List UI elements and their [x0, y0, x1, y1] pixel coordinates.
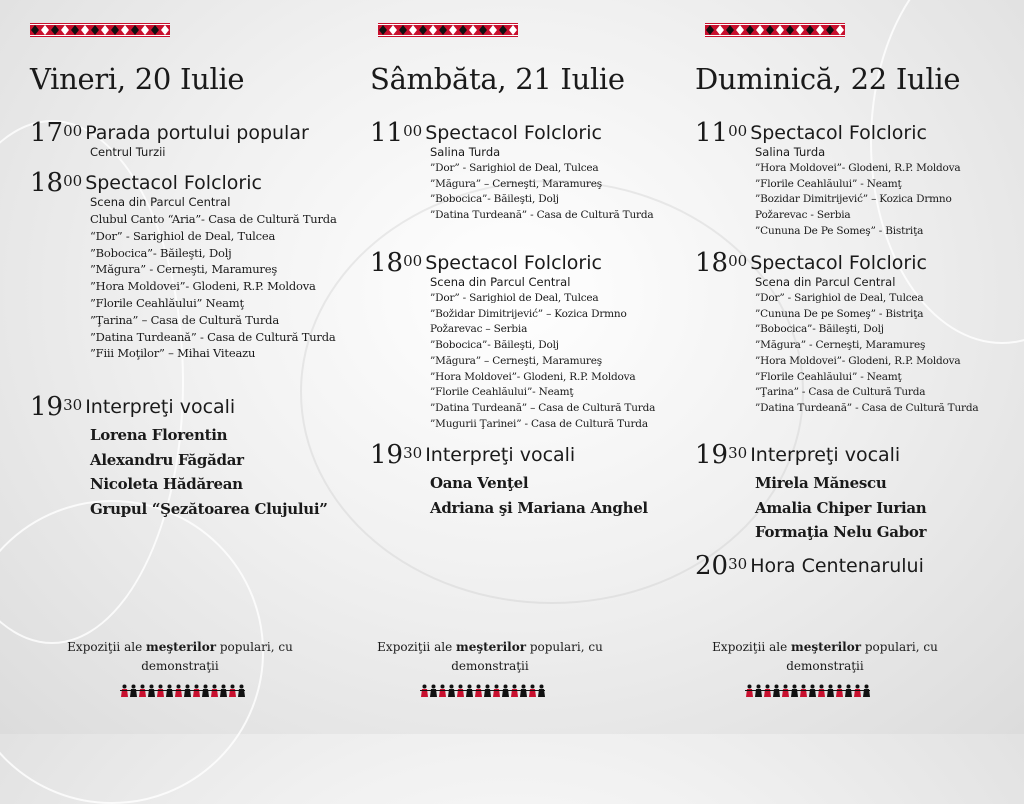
dancer-arms	[826, 690, 836, 691]
dancer-figure	[537, 685, 545, 698]
dancer-figure	[510, 685, 520, 698]
dancer-head	[540, 685, 544, 689]
event-location: Scena din Parcul Central	[430, 275, 571, 289]
performer-list	[755, 291, 1024, 417]
dancers-row-icon	[120, 684, 245, 700]
performer-list	[430, 291, 700, 432]
list-item: ”Datina Turdeană” - Casa de Cultură Turda	[90, 329, 336, 344]
dancer-head	[468, 685, 472, 689]
dancer-arms	[120, 690, 130, 691]
dancer-figure	[799, 685, 809, 698]
dancer-figure	[817, 685, 827, 698]
list-item: ”Măgura” – Cerneşti, Maramureş	[430, 354, 602, 367]
band-stripe	[30, 35, 170, 36]
event-title: Spectacol Folcloric	[425, 252, 602, 274]
dancer-head	[495, 685, 499, 689]
dancer-head	[450, 685, 454, 689]
dancer-figure	[844, 685, 854, 698]
dancer-head	[513, 685, 517, 689]
dancer-figure	[156, 685, 166, 698]
event-time: $18^{00}$	[30, 168, 83, 198]
vocalist: Adriana şi Mariana Anghel	[430, 498, 648, 517]
dancer-figure	[219, 685, 229, 698]
list-item: ”Mugurii Ţarinei” - Casa de Cultură Turda	[430, 417, 648, 430]
event-location: Salina Turda	[755, 145, 826, 159]
dancers-row-icon	[745, 684, 870, 700]
dancer-arms	[219, 690, 229, 691]
performer-list	[90, 211, 360, 362]
dancer-arms	[183, 690, 193, 691]
dancer-head	[477, 685, 481, 689]
dancer-arms	[862, 690, 870, 691]
event-time: $19^{30}$	[370, 440, 423, 470]
dancer-arms	[192, 690, 202, 691]
list-item: ”Cununa De Pe Someş” - Bistriţa	[755, 224, 924, 237]
dancer-figure	[165, 685, 175, 698]
dancer-head	[204, 685, 208, 689]
band-stripe	[378, 24, 518, 25]
dancer-head	[423, 685, 427, 689]
dancer-figure	[138, 685, 148, 698]
list-item: ”Božidar Dimitrijević” – Kozica Drmno	[430, 307, 627, 320]
dancer-head	[504, 685, 508, 689]
dancer-figure	[754, 685, 764, 698]
dancer-arms	[474, 690, 484, 691]
list-item: ”Bobocica”- Băileşti, Dolj	[430, 339, 559, 352]
list-item: ”Florile Ceahlăului” Neamţ	[90, 295, 244, 310]
dancer-arms	[799, 690, 809, 691]
dancer-arms	[147, 690, 157, 691]
dancer-head	[829, 685, 833, 689]
dancer-figure	[519, 685, 529, 698]
dancer-head	[432, 685, 436, 689]
dancer-head	[811, 685, 815, 689]
vocalist: Grupul “Şezătoarea Clujului”	[90, 499, 328, 518]
vocalist-list	[90, 423, 360, 521]
day-heading: Sâmbăta, 21 Iulie	[370, 62, 625, 96]
dancer-arms	[817, 690, 827, 691]
dancer-head	[748, 685, 752, 689]
dancer-head	[820, 685, 824, 689]
dancer-figure	[781, 685, 791, 698]
event-location: Scena din Parcul Central	[90, 195, 231, 209]
dancer-figure	[174, 685, 184, 698]
dancer-head	[775, 685, 779, 689]
dancer-head	[856, 685, 860, 689]
dancer-figure	[429, 685, 439, 698]
list-item: ”Datina Turdeană” - Casa de Cultură Turda	[430, 209, 654, 222]
dancer-figure	[237, 685, 245, 698]
event-title: Hora Centenarului	[750, 555, 924, 577]
list-item: Požarevac – Serbia	[430, 323, 528, 336]
performer-list	[430, 161, 700, 224]
dancer-arms	[790, 690, 800, 691]
event-time: $18^{00}$	[695, 248, 748, 278]
dancer-arms	[501, 690, 511, 691]
vocalist-list	[430, 471, 700, 520]
dancer-arms	[429, 690, 439, 691]
dancer-arms	[438, 690, 448, 691]
dancer-head	[784, 685, 788, 689]
dancer-arms	[781, 690, 791, 691]
dancer-arms	[201, 690, 211, 691]
event-location: Scena din Parcul Central	[755, 275, 896, 289]
vocalist: Nicoleta Hădărean	[90, 475, 243, 493]
event-title: Spectacol Folcloric	[425, 122, 602, 144]
dancer-head	[213, 685, 217, 689]
event	[695, 120, 1024, 240]
dancer-arms	[853, 690, 863, 691]
dancer-head	[168, 685, 172, 689]
folk-embroidery-band-icon	[378, 23, 518, 37]
list-item: ”Hora Moldovei”- Glodeni, R.P. Moldova	[430, 370, 636, 383]
event	[30, 394, 360, 521]
dancer-figure	[772, 685, 782, 698]
performer-list	[755, 161, 1024, 240]
dancer-arms	[528, 690, 538, 691]
dancer-head	[186, 685, 190, 689]
event-time: $18^{00}$	[370, 248, 423, 278]
column-friday	[30, 0, 350, 734]
dancer-figure	[745, 685, 755, 698]
dancer-figure	[201, 685, 211, 698]
event	[370, 250, 700, 432]
list-item: ”Cununa De pe Someş” - Bistriţa	[755, 307, 924, 320]
dancer-arms	[129, 690, 139, 691]
dancer-arms	[772, 690, 782, 691]
dancer-arms	[510, 690, 520, 691]
dancer-head	[240, 685, 244, 689]
dancer-head	[531, 685, 535, 689]
dancer-figure	[763, 685, 773, 698]
dancer-head	[838, 685, 842, 689]
event-title: Spectacol Folcloric	[750, 252, 927, 274]
footer-note: Expoziţii ale meşterilor populari, cu demonstraţii	[377, 640, 603, 673]
dancer-figure	[835, 685, 845, 698]
list-item: Požarevac - Serbia	[755, 209, 851, 222]
dancer-head	[766, 685, 770, 689]
event-title: Spectacol Folcloric	[85, 172, 262, 194]
list-item: ”Datina Turdeană” – Casa de Cultură Turda	[430, 401, 656, 414]
dancer-arms	[835, 690, 845, 691]
event-time: $11^{00}$	[370, 118, 423, 148]
dancer-figure	[438, 685, 448, 698]
dancer-arms	[165, 690, 175, 691]
dancer-figure	[447, 685, 457, 698]
list-item: ”Fiii Moţilor” – Mihai Viteazu	[90, 346, 256, 361]
event	[30, 120, 360, 159]
dancer-figure	[183, 685, 193, 698]
event-location: Centrul Turzii	[90, 145, 166, 159]
dancer-head	[522, 685, 526, 689]
dancer-head	[802, 685, 806, 689]
dancer-head	[847, 685, 851, 689]
event-title: Interpreţi vocali	[85, 396, 236, 418]
dancer-arms	[456, 690, 466, 691]
dancer-arms	[174, 690, 184, 691]
dancer-head	[486, 685, 490, 689]
list-item: ”Hora Moldovei”- Glodeni, R.P. Moldova	[755, 162, 961, 174]
dancer-arms	[156, 690, 166, 691]
dancer-head	[793, 685, 797, 689]
list-item: “Dor” - Sarighiol de Deal, Tulcea	[90, 228, 276, 243]
dancer-arms	[492, 690, 502, 691]
dancer-head	[177, 685, 181, 689]
dancer-head	[132, 685, 136, 689]
dancer-figure	[120, 685, 130, 698]
list-item: ”Ţarina” - Casa de Cultură Turda	[755, 386, 926, 399]
dancer-head	[222, 685, 226, 689]
event	[695, 553, 1024, 579]
list-item: ”Bobocica”- Băileşti, Dolj	[430, 193, 559, 206]
dancer-figure	[492, 685, 502, 698]
dancer-head	[141, 685, 145, 689]
dancer-figure	[456, 685, 466, 698]
event	[370, 120, 700, 224]
list-item: ”Florile Ceahlăului” - Neamţ	[755, 177, 902, 190]
dancer-figure	[501, 685, 511, 698]
event-title: Parada portului popular	[85, 122, 309, 144]
dancer-figure	[420, 685, 430, 698]
dancer-head	[757, 685, 761, 689]
event-time: $20^{30}$	[695, 551, 748, 581]
list-item: ”Ţarina” – Casa de Cultură Turda	[90, 312, 279, 327]
dancer-arms	[844, 690, 854, 691]
dancer-figure	[483, 685, 493, 698]
folk-embroidery-band-icon	[30, 23, 170, 37]
day-heading: Duminică, 22 Iulie	[695, 62, 961, 96]
dancer-arms	[237, 690, 245, 691]
list-item: ”Dor” - Sarighiol de Deal, Tulcea	[430, 162, 599, 174]
list-item: Clubul Canto “Aria”- Casa de Cultură Turda	[90, 212, 337, 226]
event	[695, 250, 1024, 417]
list-item: ”Florile Ceahlăului” - Neamţ	[755, 370, 902, 383]
band-stripe	[705, 24, 845, 25]
event-time: $19^{30}$	[30, 392, 83, 422]
dancer-figure	[474, 685, 484, 698]
dancer-figure	[790, 685, 800, 698]
dancer-figure	[147, 685, 157, 698]
list-item: ”Măgura” - Cerneşti, Maramureş	[90, 262, 278, 277]
list-item: ”Florile Ceahlăului”- Neamţ	[430, 386, 574, 399]
dancer-head	[865, 685, 869, 689]
list-item: ”Datina Turdeană” - Casa de Cultură Turda	[755, 401, 979, 414]
dancer-figure	[192, 685, 202, 698]
folk-embroidery-band-icon	[705, 23, 845, 37]
band-stripe	[705, 35, 845, 36]
event-title: Interpreţi vocali	[750, 444, 901, 466]
dancer-head	[159, 685, 163, 689]
dancer-arms	[754, 690, 764, 691]
footer-note: Expoziţii ale meşterilor populari, cu demonstraţii	[67, 640, 293, 673]
vocalist: Amalia Chiper Iurian	[755, 498, 927, 517]
event	[30, 170, 360, 362]
event-time: $17^{00}$	[30, 118, 83, 148]
list-item: ”Bozidar Dimitrijević” – Kozica Drmno	[755, 193, 952, 206]
column-saturday	[370, 0, 690, 734]
list-item: ”Hora Moldovei”- Glodeni, R.P. Moldova	[755, 354, 961, 367]
event	[370, 442, 700, 520]
dancer-arms	[210, 690, 220, 691]
dancer-head	[441, 685, 445, 689]
dancer-arms	[420, 690, 430, 691]
list-item: ”Măgura” – Cerneşti, Maramureş	[430, 177, 602, 190]
dancer-head	[150, 685, 154, 689]
band-stripe	[30, 24, 170, 25]
dancer-arms	[483, 690, 493, 691]
vocalist: Alexandru Făgădar	[90, 450, 244, 469]
dancer-figure	[826, 685, 836, 698]
list-item: ”Bobocica”- Băileşti, Dolj	[755, 323, 884, 336]
list-item: ”Măgura” - Cerneşti, Maramureş	[755, 339, 926, 352]
dancer-figure	[528, 685, 538, 698]
dancer-figure	[808, 685, 818, 698]
dancer-figure	[853, 685, 863, 698]
event-time: $11^{00}$	[695, 118, 748, 148]
band-stripe	[378, 35, 518, 36]
dancer-arms	[519, 690, 529, 691]
event	[695, 442, 1024, 545]
dancer-arms	[465, 690, 475, 691]
list-item: ”Dor” - Sarighiol de Deal, Tulcea	[755, 292, 924, 304]
list-item: ”Hora Moldovei”- Glodeni, R.P. Moldova	[90, 279, 316, 294]
dancer-figure	[465, 685, 475, 698]
dancer-arms	[447, 690, 457, 691]
dancer-head	[195, 685, 199, 689]
list-item: ”Bobocica”- Băileşti, Dolj	[90, 245, 232, 260]
dancers-row-icon	[420, 684, 545, 700]
vocalist: Oana Venţel	[430, 474, 529, 492]
footer-note: Expoziţii ale meşterilor populari, cu demonstraţii	[712, 640, 938, 673]
dancer-arms	[745, 690, 755, 691]
event-title: Spectacol Folcloric	[750, 122, 927, 144]
dancer-figure	[862, 685, 870, 698]
dancer-figure	[210, 685, 220, 698]
dancer-head	[123, 685, 127, 689]
column-sunday	[695, 0, 1015, 734]
dancer-figure	[228, 685, 238, 698]
dancer-figure	[129, 685, 139, 698]
dancer-arms	[228, 690, 238, 691]
event-time: $19^{30}$	[695, 440, 748, 470]
vocalist: Mirela Mănescu	[755, 474, 887, 492]
dancer-arms	[808, 690, 818, 691]
dancer-arms	[763, 690, 773, 691]
vocalist: Formaţia Nelu Gabor	[755, 523, 927, 541]
dancer-head	[231, 685, 235, 689]
vocalist: Lorena Florentin	[90, 426, 228, 444]
dancer-arms	[537, 690, 545, 691]
dancer-arms	[138, 690, 148, 691]
vocalist-list	[755, 471, 1024, 545]
list-item: ”Dor” - Sarighiol de Deal, Tulcea	[430, 292, 599, 304]
day-heading: Vineri, 20 Iulie	[30, 62, 245, 96]
dancer-head	[459, 685, 463, 689]
event-location: Salina Turda	[430, 145, 501, 159]
event-title: Interpreţi vocali	[425, 444, 576, 466]
